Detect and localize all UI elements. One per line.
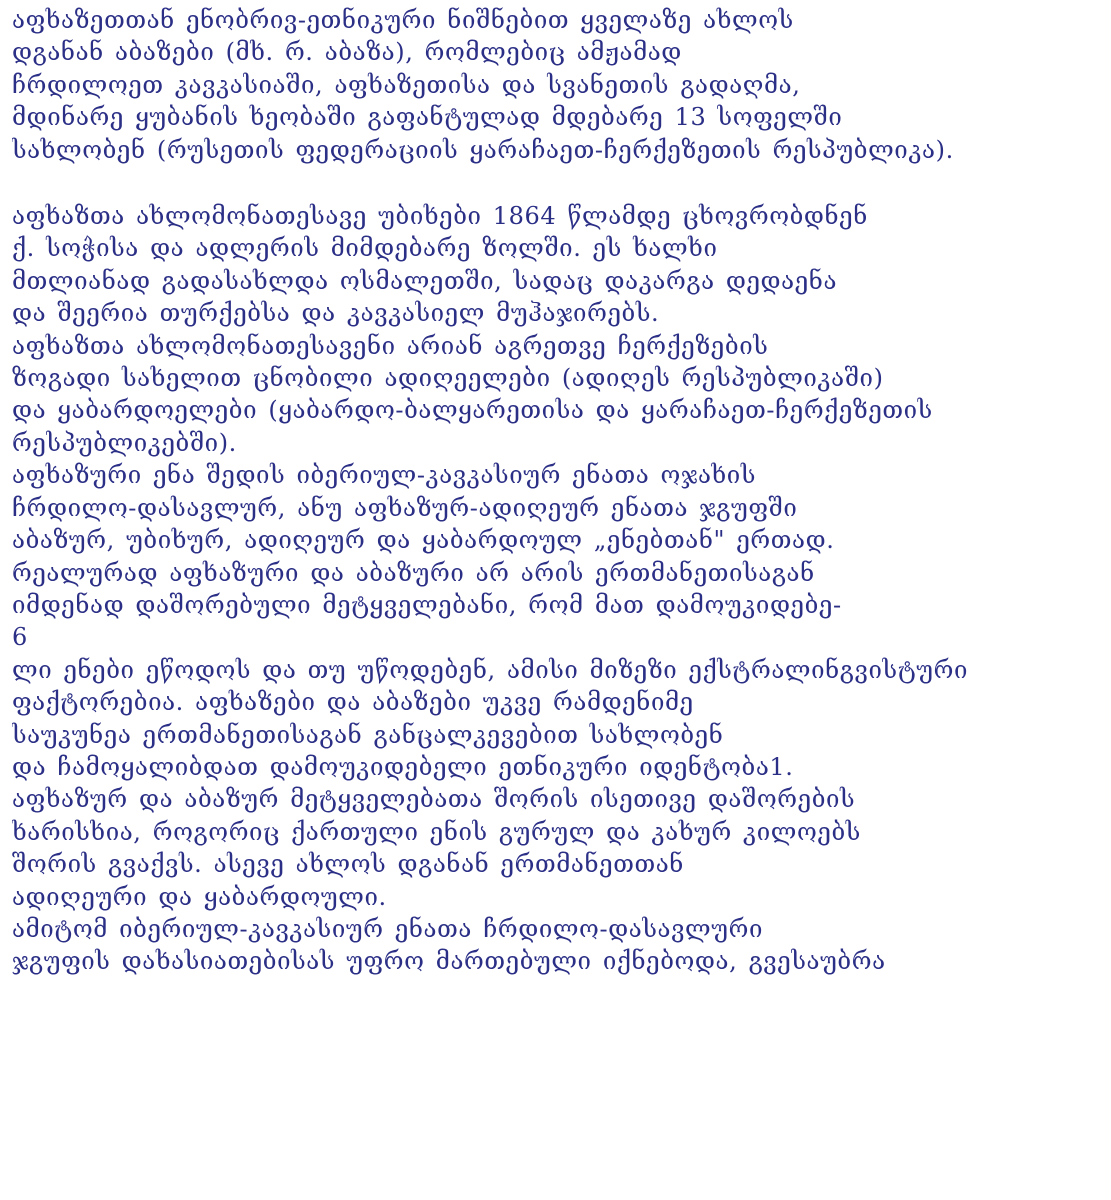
text-line: რეალურად აფხაზური და აბაზური არ არის ერთმანეთისაგან <box>12 558 815 587</box>
text-line: ადიღეური და ყაბარდოული. <box>12 882 387 911</box>
text-line: ჩრდილოეთ კავკასიაში, აფხაზეთისა და სვანეთის გადაღმა, <box>12 70 801 99</box>
text-line: შორის გვაქვს. ასევე ახლოს დგანან ერთმანეთთან <box>12 850 684 879</box>
text-line: იმდენად დაშორებული მეტყველებანი, რომ მათ დამოუკიდებე- <box>12 590 842 619</box>
paragraph-gap <box>12 166 1111 200</box>
text-line: ქ. სოჭისა და ადლერის მიმდებარე ზოლში. ეს ხალხი <box>12 234 718 263</box>
text-line: და ყაბარდოელები (ყაბარდო-ბალყარეთისა და ყარაჩაეთ-ჩერქეზეთის <box>12 396 933 425</box>
text-line: ამიტომ იბერიულ-კავკასიურ ენათა ჩრდილო-დასავლური <box>12 914 763 943</box>
text-line: ზოგადი სახელით ცნობილი ადიღეელები (ადიღეს რესპუბლიკაში) <box>12 364 884 393</box>
text-line: რესპუბლიკებში). <box>12 428 237 457</box>
text-line: ჩრდილო-დასავლურ, ანუ აფხაზურ-ადიღეურ ენათა ჯგუფში <box>12 493 798 522</box>
text-line: მთლიანად გადასახლდა ოსმალეთში, სადაც დაკარგა დედაენა <box>12 266 838 295</box>
text-line: სახლობენ (რუსეთის ფედერაციის ყარაჩაეთ-ჩერქეზეთის რესპუბლიკა). <box>12 135 954 164</box>
text-line: ხარისხია, როგორიც ქართული ენის გურულ და კახურ კილოებს <box>12 817 861 846</box>
text-line: მდინარე ყუბანის ხეობაში გაფანტულად მდებარე 13 სოფელში <box>12 103 843 132</box>
text-line: ლი ენები ეწოდოს და თუ უწოდებენ, ამისი მიზეზი ექსტრალინგვისტური <box>12 655 968 684</box>
text-line: აფხაზთა ახლომონათესავენი არიან აგრეთვე ჩერქეზების <box>12 331 769 360</box>
text-line: დგანან აბაზები (მხ. რ. აბაზა), რომლებიც ამჟამად <box>12 38 682 67</box>
text-line: და ჩამოყალიბდათ დამოუკიდებელი ეთნიკური იდენტობა1. <box>12 752 794 781</box>
text-line: საუკუნეა ერთმანეთისაგან განცალკევებით სახლობენ <box>12 720 724 749</box>
paragraph-ubykhs-and-language <box>12 200 1111 978</box>
text-line: აბაზურ, უბიხურ, ადიღეურ და ყაბარდოულ „ენებთან" ერთად. <box>12 526 835 555</box>
page-number: 6 <box>12 623 28 652</box>
text-line: ფაქტორებია. აფხაზები და აბაზები უკვე რამდენიმე <box>12 688 694 717</box>
text-line: და შეერია თურქებსა და კავკასიელ მუჰაჯირებს. <box>12 299 660 328</box>
text-line: აფხაზთა ახლომონათესავე უბიხები 1864 წლამდე ცხოვრობდნენ <box>12 202 868 231</box>
text-line: ჯგუფის დახასიათებისას უფრო მართებული იქნებოდა, გვესაუბრა <box>12 947 886 976</box>
text-line: აფხაზური ენა შედის იბერიულ-კავკასიურ ენათა ოჯახის <box>12 461 756 490</box>
text-line: აფხაზეთთან ენობრივ-ეთნიკური ნიშნებით ყველაზე ახლოს <box>12 6 794 34</box>
paragraph-abazins <box>12 4 1111 166</box>
text-line: აფხაზურ და აბაზურ მეტყველებათა შორის ისეთივე დაშორების <box>12 785 856 814</box>
